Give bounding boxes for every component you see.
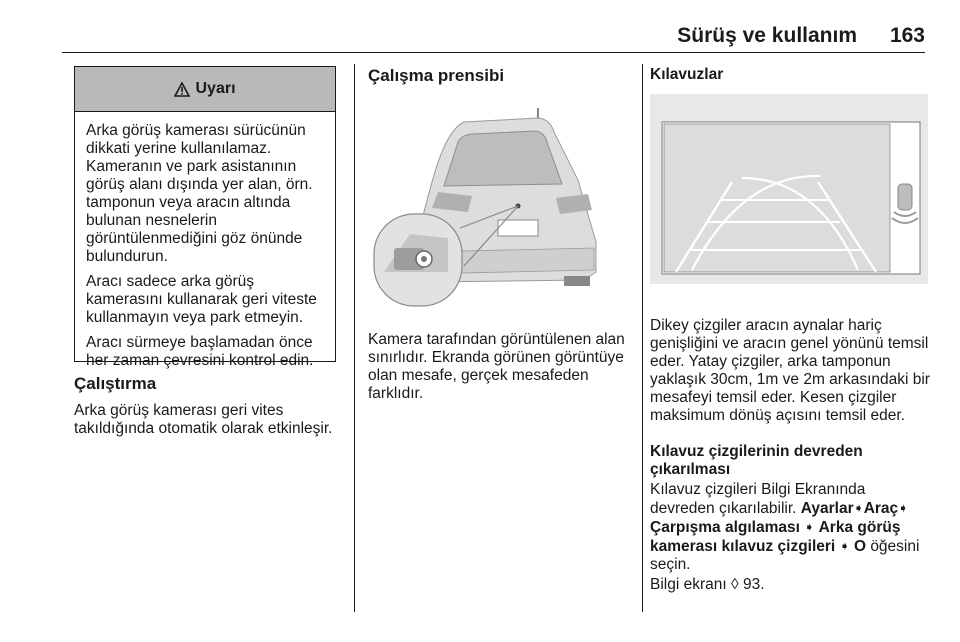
reference-text: Bilgi ekranı — [650, 576, 727, 593]
warning-triangle-icon — [174, 82, 190, 97]
warning-paragraph: Aracı sadece arka görüş kamerasını kullanarak geri viteste kullanmayın veya park etmeyin. — [86, 273, 317, 326]
arrow-right-icon: ➧ — [853, 501, 864, 515]
deactivate-suffix: öğesini seçin. — [650, 538, 920, 573]
menu-path-vehicle: Araç — [863, 500, 899, 517]
principle-heading: Çalışma prensibi — [368, 66, 505, 85]
activation-text: Arka görüş kamerası geri vites takıldığında otomatik olarak etkinleşir. — [74, 402, 333, 437]
warning-title: Uyarı — [195, 80, 236, 97]
guidelines-screen-illustration — [650, 94, 928, 284]
reference-page: 93. — [742, 576, 765, 593]
arrow-right-icon: ➧ — [898, 501, 909, 515]
guidelines-heading: Kılavuzlar — [650, 66, 724, 83]
deactivate-heading: Kılavuz çizgilerinin devreden çıkarılması — [650, 443, 863, 478]
guidelines-section — [650, 66, 930, 594]
arrow-right-icon: ➧ — [804, 520, 815, 534]
guidelines-text: Dikey çizgiler aracın aynalar hariç genişliğini ve aracın genel yönünü temsil eder. Yatay çizgiler, arka tamponun yaklaşık 30cm, 1m ve 2m arkasındaki bir mesafeyi temsil eder. Kesen çizgiler maksimum dönüş açısını temsil eder. — [650, 317, 930, 424]
activation-heading: Çalıştırma — [74, 374, 157, 393]
warning-paragraph: Aracı sürmeye başlamadan önce her zaman çevresini kontrol edin. — [86, 334, 314, 369]
warning-box — [74, 66, 336, 369]
header-rule — [62, 52, 925, 53]
toggle-off-icon: O — [853, 538, 866, 555]
page-header — [62, 20, 925, 50]
warning-header — [75, 67, 335, 112]
menu-path-collision: Çarpışma algılaması — [650, 519, 800, 536]
column-divider — [642, 64, 643, 612]
reference-line — [650, 576, 930, 594]
page-title: Sürüş ve kullanım — [677, 24, 857, 47]
principle-section — [368, 66, 636, 403]
principle-text: Kamera tarafından görüntülenen alan sınırlıdır. Ekranda görünen görüntüye olan mesafe, gerçek mesafeden farklıdır. — [368, 331, 625, 402]
menu-path-guidelines: Arka görüş kamerası kılavuz çizgileri — [650, 519, 901, 555]
deactivate-text — [650, 481, 930, 574]
activation-section — [74, 374, 344, 438]
page-reference-icon: ◊ — [731, 576, 739, 593]
menu-path-settings: Ayarlar — [800, 500, 854, 517]
column-divider — [354, 64, 355, 612]
page-number: 163 — [889, 24, 925, 47]
arrow-right-icon: ➧ — [839, 539, 850, 553]
warning-paragraph: Arka görüş kamerası sürücünün dikkati yerine kullanılamaz. Kameranın ve park asistanının görüş alanı dışında yer alan, örn. tamponun veya aracın altında bulunan nesnelerin görüntülenmediğini göz önünde bulundurun. — [86, 122, 313, 265]
deactivate-intro: Kılavuz çizgileri Bilgi Ekranında devreden çıkarılabilir. — [650, 481, 866, 517]
rear-camera-illustration — [368, 102, 630, 312]
